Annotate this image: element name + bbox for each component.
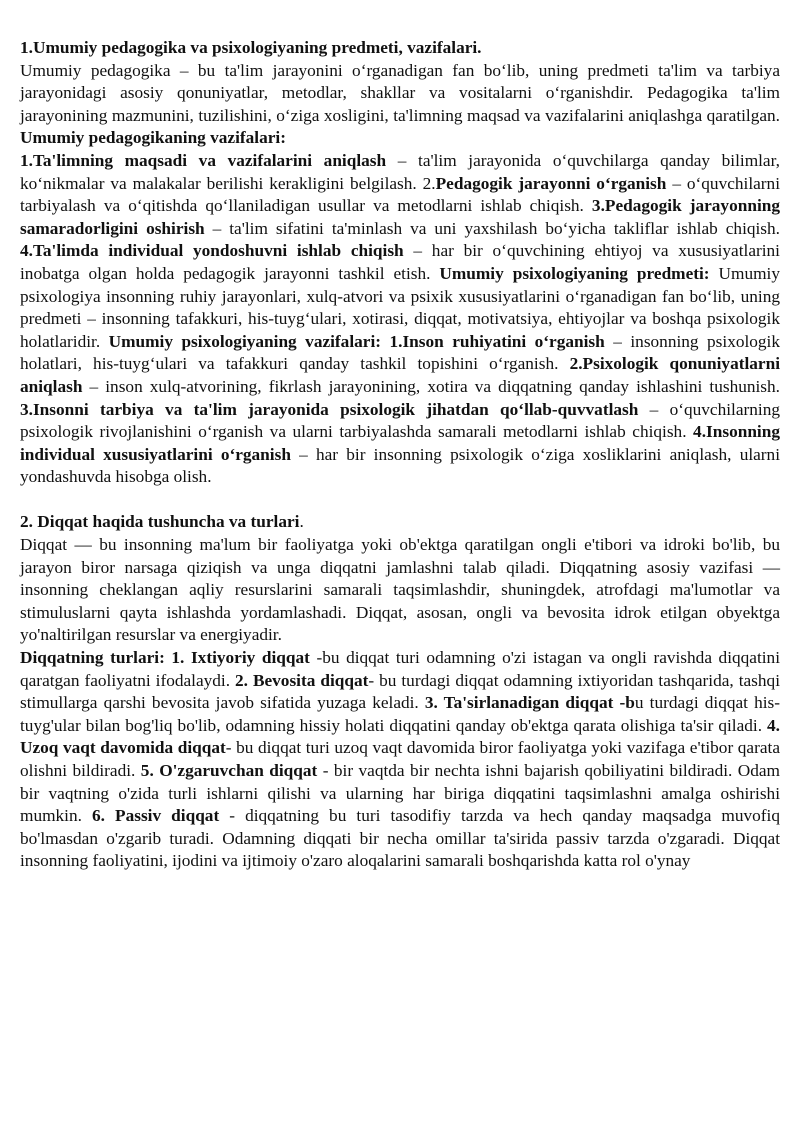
psychology-task-1-text: – insonning psixologik holatlari, his-tuyg‘ulari va tafakkuri qanday tashkil topishini o‘rganish. — [20, 331, 781, 374]
psychology-task-4-title: 4.Insonning individual xususiyatlarini o‘rganish — [20, 422, 780, 464]
pedagogy-task-1-text: – ta'lim jarayonida o‘quvchilarga qanday bilimlar, ko‘nikmalar va malakalar berilishi kerakligini belgilash. 2. — [20, 150, 780, 193]
section2-heading-text: 2. Diqqat haqida tushuncha va turlari — [20, 512, 300, 532]
psychology-subject-text: Umumiy psixologiya insonning ruhiy jarayonlari, xulq-atvori va psixik xususiyatlarini o‘rganadigan fan bo‘lib, uning predmeti – insonning tafakkuri, his-tuyg‘ulari, xotirasi, diqqat, motivatsiya, ehtiyojlar va boshqa psixologik holatlaridir. — [20, 263, 780, 351]
attention-type-3-title: 3. Ta'sirlanadigan diqqat -b — [424, 693, 635, 713]
attention-types-title: Diqqatning turlari: 1. Ixtiyoriy diqqat — [20, 648, 310, 668]
section2-types-paragraph — [20, 647, 780, 873]
psychology-subject-title: Umumiy psixologiyaning predmeti: — [439, 263, 710, 283]
psychology-task-2-title: 2.Psixologik qonuniyatlarni aniqlash — [20, 354, 780, 396]
attention-type-4-text: - bu diqqat turi uzoq vaqt davomida biror faoliyatga yoki vazifaga e'tibor qarata olishni bildiradi. — [20, 738, 780, 780]
section1-heading — [20, 37, 780, 60]
attention-type-6-title: 6. Passiv diqqat — [92, 806, 220, 826]
attention-type-4-title: 4. Uzoq vaqt davomida diqqat — [20, 715, 780, 758]
pedagogy-task-2-text: – o‘quvchilarni tarbiyalash va o‘qitishda qo‘llaniladigan usullar va metodlarni ishlab chiqish. — [20, 173, 780, 216]
attention-type-5-text: - bir vaqtda bir nechta ishni bajarish qobiliyatini bildiradi. Odam bir vaqtning o'zida turli ishlarni qilishi va ularning har biriga diqqatini taqsimlashni amalga oshirishi mumkin. — [20, 761, 780, 826]
section2-heading — [20, 511, 780, 534]
pedagogy-task-4-title: 4.Ta'limda individual yondoshuvni ishlab chiqish — [20, 241, 404, 261]
pedagogy-tasks-title: Umumiy pedagogikaning vazifalari: — [20, 128, 286, 148]
pedagogy-task-1-title: 1.Ta'limning maqsadi va vazifalarini aniqlash — [20, 150, 387, 170]
attention-type-5-title: 5. O'zgaruvchan diqqat — [140, 761, 318, 780]
psychology-task-2-text: – inson xulq-atvorining, fikrlash jarayonining, xotira va diqqatning qanday ishlashini tushunish. — [82, 376, 780, 396]
section-spacer — [20, 489, 780, 512]
psychology-tasks-title: Umumiy psixologiyaning vazifalari: 1.Inson ruhiyatini o‘rganish — [108, 331, 605, 351]
section2-intro: Diqqat — bu insonning ma'lum bir faoliyatga yoki ob'ektga qaratilgan ongli e'tibori va idroki bo'lib, bu jarayon biror narsaga qiziqish va unga diqqatni jamlashni talab qiladi. Diqqatning asosiy vazifasi — insonning cheklangan aqliy resurslarini samarali taqsimlashdir, shuningdek, atrofdagi ma'lumotlar va stimuluslarni qayta ishlashda yordamlashadi. Diqqat, asosan, ongli va bevosita idrok etilgan obyektga yo'naltirilgan resurslar va energiyadir. — [20, 535, 780, 645]
section1-intro: Umumiy pedagogika – bu ta'lim jarayonini o‘rganadigan fan bo‘lib, uning predmeti ta'lim va tarbiya jarayonidagi asosiy qonuniyatlar, metodlar, shakllar va vositalarni o‘rganishdir. Pedagogika ta'lim jarayonining mazmunini, tuzilishini, o‘ziga xosligini, ta'limning maqsad va vazifalarini aniqlashga qaratilgan. — [20, 60, 780, 125]
psychology-task-3-title: 3.Insonni tarbiya va ta'lim jarayonida psixologik jihatdan qo‘llab-quvvatlash — [20, 399, 639, 419]
section1-tasks-paragraph — [20, 150, 780, 489]
attention-type-6-text: - diqqatning bu turi tasodifiy tarzda va hech qanday maqsadga muvofiq bo'lmasdan o'zgarib turadi. Odamning diqqati bir necha omillar ta'sirida passiv tarzda o'zgaradi. Diqqat insonning faoliyatini, ijodini va ijtimoiy o'zaro aloqalarini samarali boshqarishda katta rol o'ynay — [20, 806, 780, 871]
psychology-task-3-text: – o‘quvchilarning psixologik rivojlanishini o‘rganish va ularni tarbiyalashda samarali metodlarni ishlab chiqish. — [20, 399, 780, 442]
attention-type-3-text: u turdagi diqqat his-tuyg'ular bilan bog'liq bo'lib, odamning hissiy holati diqqatini qanday ob'ektga qarata olishiga ta'sir qiladi. — [20, 693, 780, 735]
attention-type-2-text: - bu turdagi diqqat odamning ixtiyoridan tashqarida, tashqi stimullarga qarshi bevosita javob sifatida yuzaga keladi. — [20, 670, 780, 713]
pedagogy-task-2-title: Pedagogik jarayonni o‘rganish — [435, 173, 667, 193]
section2-heading-suffix: . — [299, 512, 304, 532]
pedagogy-task-3-text: – ta'lim sifatini ta'minlash va uni yaxshilash bo‘yicha takliflar ishlab chiqish. — [204, 218, 780, 238]
attention-type-2-title: 2. Bevosita diqqat — [235, 670, 369, 690]
attention-type-1-text: -bu diqqat turi odamning o'zi istagan va ongli ravishda diqqatini qaratgan faoliyatni ifodalaydi. — [20, 648, 780, 690]
section1-intro-paragraph — [20, 60, 780, 150]
pedagogy-task-4-text: – har bir o‘quvchining ehtiyoj va xususiyatlarini inobatga olgan holda pedagogik jarayonni tashkil etish. — [20, 241, 780, 283]
section1-heading-text: 1.Umumiy pedagogika va psixologiyaning predmeti, vazifalari. — [20, 38, 482, 57]
section2-intro-paragraph — [20, 534, 780, 647]
psychology-task-4-text: – har bir insonning psixologik o‘ziga xosliklarini aniqlash, ularni yondashuvda hisobga olish. — [20, 444, 780, 487]
pedagogy-task-3-title: 3.Pedagogik jarayonning samaradorligini oshirish — [20, 196, 780, 238]
